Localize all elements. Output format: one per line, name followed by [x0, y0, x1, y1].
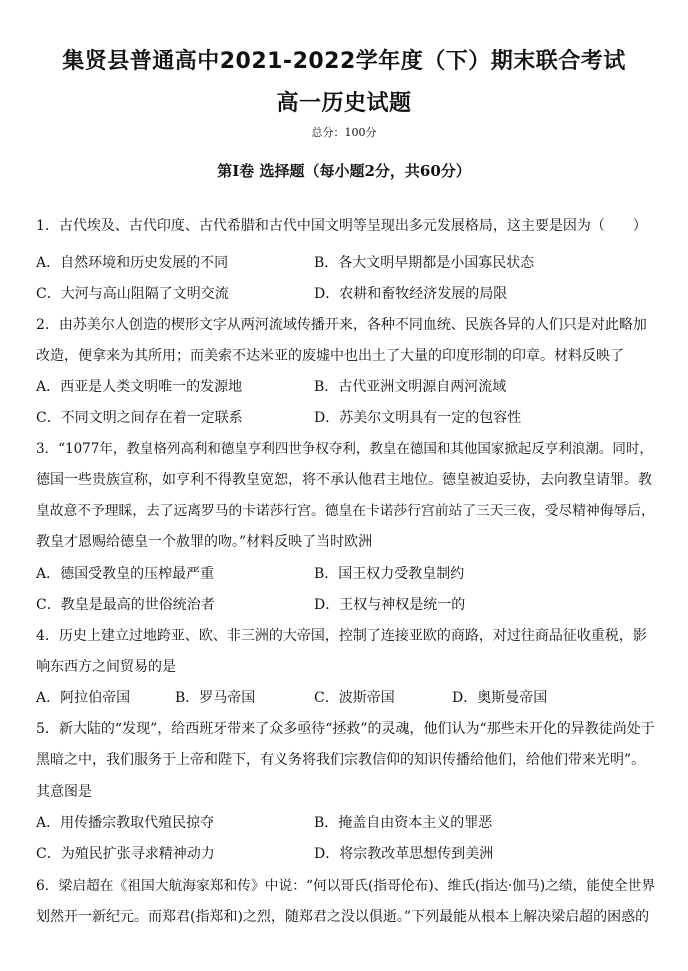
- question-5-option-d: D．将宗教改革思想传到美洲: [314, 846, 494, 862]
- question-6-stem-line-2: 划然开一新纪元。而郑君(指郑和)之烈，随郑君之没以俱逝。”下列最能从根本上解决梁启超的困惑的: [36, 909, 650, 925]
- question-5-option-c: C．为殖民扩张寻求精神动力: [36, 846, 215, 862]
- question-5-stem-line-1: 5．新大陆的“发现”，给西班牙带来了众多亟待“拯救”的灵魂，他们认为“那些未开化的异教徒尚处于: [36, 721, 655, 737]
- question-5-option-a: A．用传播宗教取代殖民掠夺: [36, 815, 215, 831]
- question-1-option-d: D．农耕和畜牧经济发展的局限: [314, 286, 508, 302]
- question-3-stem-line-1: 3．“1077年，教皇格列高利和德皇亨利四世争权夺利，教皇在德国和其他国家掀起反亨利浪潮。同时，: [36, 441, 653, 457]
- question-3-option-c: C．教皇是最高的世俗统治者: [36, 597, 215, 613]
- question-6-stem-line-1: 6．梁启超在《祖国大航海家郑和传》中说：“何以哥氏(指哥伦布)、维氏(指达·伽马)之绩，能使全世界: [36, 878, 656, 894]
- exam-title: 集贤县普通高中2021-2022学年度（下）期末联合考试: [62, 49, 626, 74]
- exam-subtitle: 高一历史试题: [276, 91, 412, 116]
- question-5-stem-line-2: 黑暗之中，我们服务于上帝和陛下，有义务将我们宗教信仰的知识传播给他们，给他们带来光明”。: [36, 752, 646, 768]
- question-4-option-c: C．波斯帝国: [314, 690, 395, 706]
- question-4-stem-line-1: 4．历史上建立过地跨亚、欧、非三洲的大帝国，控制了连接亚欧的商路，对过往商品征收重税，影: [36, 628, 647, 644]
- question-5-option-b: B．掩盖自由资本主义的罪恶: [314, 815, 493, 831]
- question-2-option-d: D．苏美尔文明具有一定的包容性: [314, 410, 522, 426]
- total-score: 总分：100分: [311, 126, 377, 139]
- question-4-option-a: A．阿拉伯帝国: [36, 690, 131, 706]
- question-2-stem-line-2: 改造，便拿来为其所用；而美索不达米亚的废墟中也出土了大量的印度形制的印章。材料反映了: [36, 348, 624, 364]
- question-1-stem: 1．古代埃及、古代印度、古代希腊和古代中国文明等呈现出多元发展格局，这主要是因为（ ）: [36, 218, 647, 234]
- question-4-option-b: B．罗马帝国: [175, 690, 256, 706]
- question-1-option-b: B．各大文明早期都是小国寡民状态: [314, 255, 535, 271]
- question-1-option-a: A．自然环境和历史发展的不同: [36, 255, 229, 271]
- question-3-option-d: D．王权与神权是统一的: [314, 597, 466, 613]
- question-3-option-a: A．德国受教皇的压榨最严重: [36, 566, 215, 582]
- question-3-option-b: B．国王权力受教皇制约: [314, 566, 465, 582]
- section-heading: 第Ⅰ卷 选择题（每小题2分，共60分）: [217, 162, 471, 180]
- question-5-stem-line-3: 其意图是: [36, 784, 92, 800]
- question-1-option-c: C．大河与高山阻隔了文明交流: [36, 286, 229, 302]
- question-2-option-b: B．古代亚洲文明源自两河流域: [314, 379, 507, 395]
- question-2-stem-line-1: 2．由苏美尔人创造的楔形文字从两河流域传播开来，各种不同血统、民族各异的人们只是对此略加: [36, 317, 647, 333]
- question-4-option-d: D．奥斯曼帝国: [452, 690, 548, 706]
- question-4-stem-line-2: 响东西方之间贸易的是: [36, 659, 176, 675]
- question-3-stem-line-3: 皇故意不予理睬，去了远离罗马的卡诺莎行宫。德皇在卡诺莎行宫前站了三天三夜，受尽精神侮辱后，: [36, 503, 655, 519]
- question-2-option-c: C．不同文明之间存在着一定联系: [36, 410, 243, 426]
- question-3-stem-line-2: 德国一些贵族宣称，如亨利不得教皇宽恕，将不承认他君主地位。德皇被迫妥协，去向教皇请罪。教: [36, 472, 652, 488]
- question-3-stem-line-4: 教皇才恩赐给德皇一个赦罪的吻。”材料反映了当时欧洲: [36, 534, 373, 550]
- question-2-option-a: A．西亚是人类文明唯一的发源地: [36, 379, 243, 395]
